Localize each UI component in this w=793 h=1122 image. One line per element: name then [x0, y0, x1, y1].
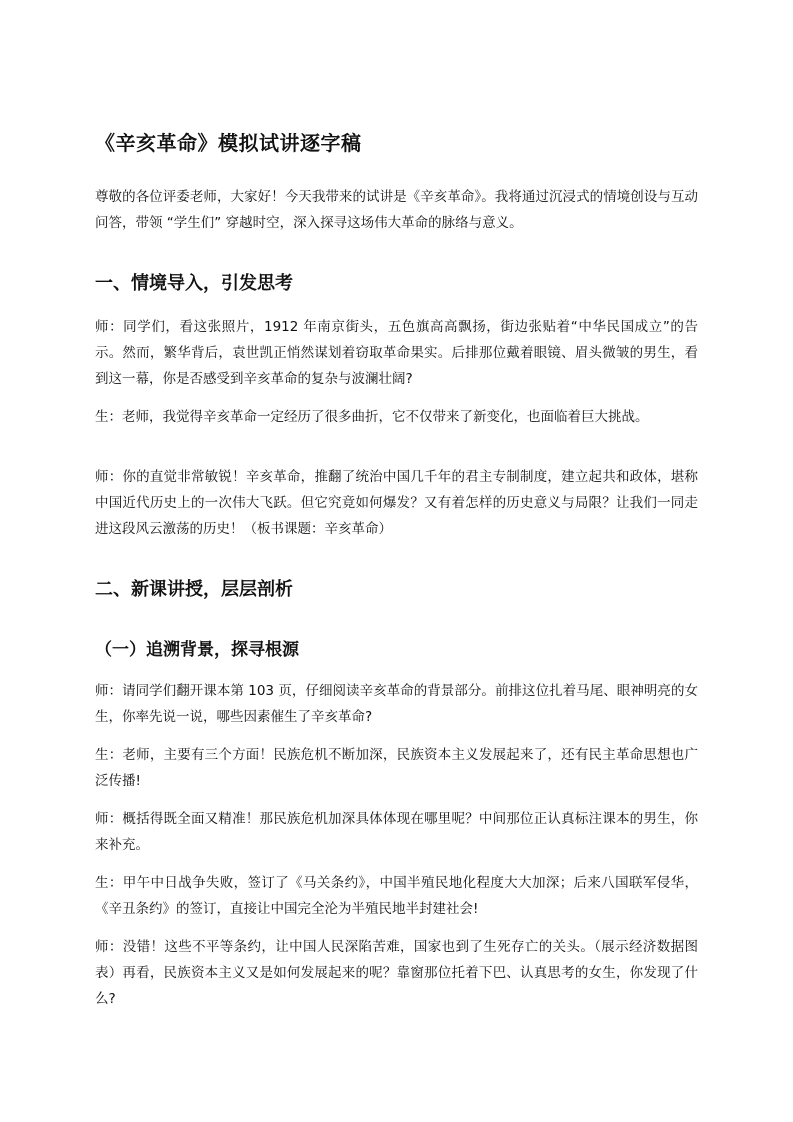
dialogue-paragraph: 师：概括得既全面又精准！那民族危机加深具体体现在哪里呢？中间那位正认真标注课本的男生，你来补充。 — [95, 811, 698, 853]
dialogue-paragraph: 师：你的直觉非常敏锐！辛亥革命，推翻了统治中国几千年的君主专制制度，建立起共和政体，堪称中国近代历史上的一次伟大飞跃。但它究竟如何爆发？又有着怎样的历史意义与局限？让我们一同走进这段风云激荡的历史！（板书课题：辛亥革命） — [95, 469, 698, 537]
section-heading-2: 二、新课讲授，层层剖析 — [95, 579, 293, 600]
dialogue-paragraph: 生：甲午中日战争失败，签订了《马关条约》，中国半殖民地化程度大大加深；后来八国联军侵华，《辛丑条约》的签订，直接让中国完全沦为半殖民地半封建社会! — [95, 875, 698, 917]
dialogue-paragraph: 师：同学们，看这张照片，1912 年南京街头，五色旗高高飘扬，街边张贴着“中华民国成立”的告示。然而，繁华背后，袁世凯正悄然谋划着窃取革命果实。后排那位戴着眼镜、眉头微皱的男生，看到这一幕，你是否感受到辛亥革命的复杂与波澜壮阔? — [95, 319, 698, 387]
subsection-heading-1: （一）追溯背景，探寻根源 — [95, 640, 299, 660]
dialogue-paragraph: 生：老师，主要有三个方面！民族危机不断加深，民族资本主义发展起来了，还有民主革命思想也广泛传播! — [95, 747, 698, 789]
document-body — [95, 128, 698, 1012]
document-title: 《辛亥革命》模拟试讲逐字稿 — [95, 131, 362, 155]
dialogue-paragraph: 师：没错！这些不平等条约，让中国人民深陷苦难，国家也到了生死存亡的关头。（展示经济数据图表）再看，民族资本主义又是如何发展起来的呢？靠窗那位托着下巴、认真思考的女生，你发现了什么? — [95, 939, 698, 1007]
dialogue-paragraph: 师：请同学们翻开课本第 103 页，仔细阅读辛亥革命的背景部分。前排这位扎着马尾、眼神明亮的女生，你率先说一说，哪些因素催生了辛亥革命? — [95, 683, 698, 725]
section-heading-1: 一、情境导入，引发思考 — [95, 273, 293, 294]
dialogue-paragraph: 生：老师，我觉得辛亥革命一定经历了很多曲折，它不仅带来了新变化，也面临着巨大挑战。 — [95, 409, 649, 425]
intro-paragraph: 尊敬的各位评委老师，大家好！今天我带来的试讲是《辛亥革命》。我将通过沉浸式的情境创设与互动问答，带领 “学生们” 穿越时空，深入探寻这场伟大革命的脉络与意义。 — [95, 189, 698, 231]
